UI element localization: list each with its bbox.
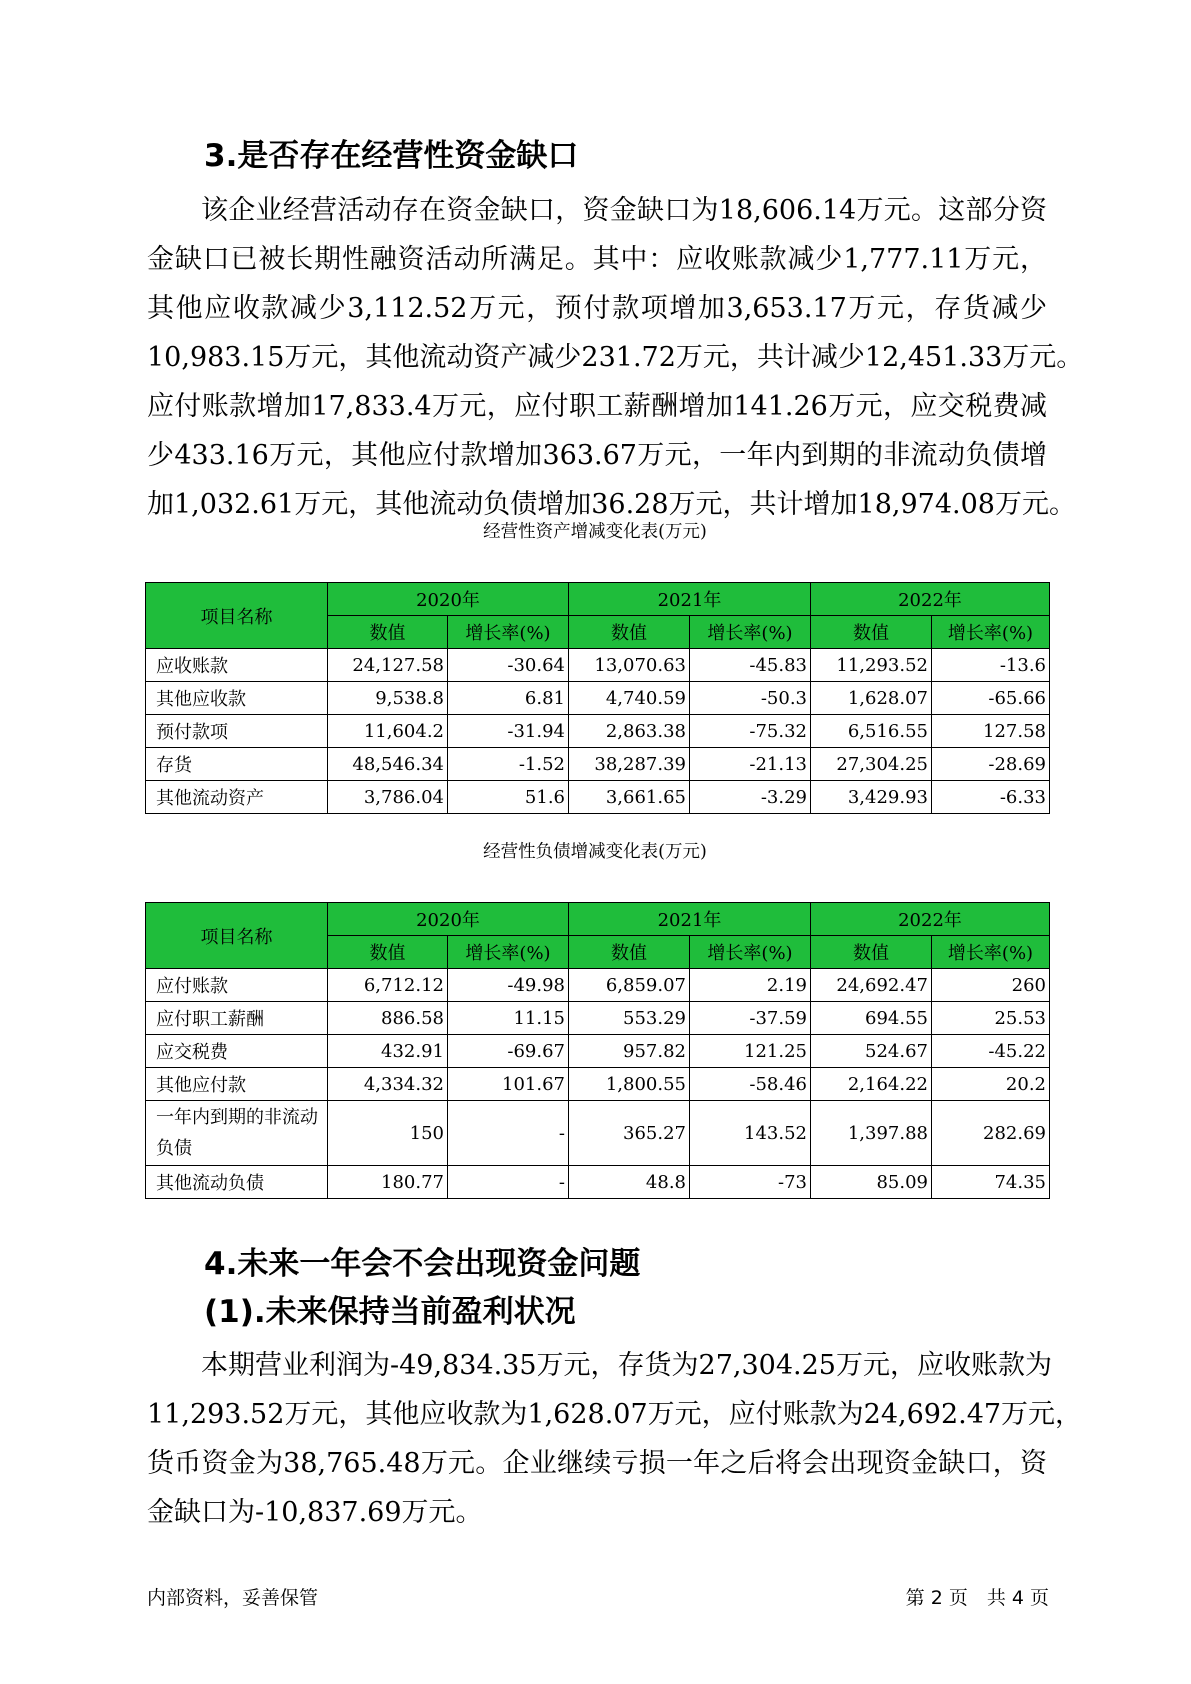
value-cell: 11,293.52 [811, 649, 932, 682]
section-4-subheading: (1).未来保持当前盈利状况 [204, 1294, 576, 1330]
row-label: 其他流动资产 [146, 781, 328, 814]
paragraph-line: 10,983.15万元，其他流动资产减少231.72万元，共计减少12,451.33万元。 [147, 342, 1084, 373]
growth-cell: 143.52 [690, 1101, 811, 1166]
value-cell: 4,334.32 [328, 1068, 448, 1101]
table-row [146, 781, 1050, 814]
liability-change-table [145, 902, 1050, 1199]
value-cell: 1,800.55 [569, 1068, 690, 1101]
growth-cell: -45.22 [932, 1035, 1050, 1068]
growth-cell: -28.69 [932, 748, 1050, 781]
name-header: 项目名称 [146, 583, 328, 649]
growth-header: 增长率(%) [932, 616, 1050, 649]
value-cell: 13,070.63 [569, 649, 690, 682]
value-cell: 27,304.25 [811, 748, 932, 781]
value-cell: 6,516.55 [811, 715, 932, 748]
table-row [146, 1166, 1050, 1199]
growth-cell: -3.29 [690, 781, 811, 814]
growth-cell: -58.46 [690, 1068, 811, 1101]
year-header: 2022年 [811, 903, 1050, 936]
section-4-paragraph [147, 1341, 1083, 1537]
paragraph-line: 其他应收款减少3,112.52万元，预付款项增加3,653.17万元，存货减少 [147, 293, 1047, 324]
growth-cell: -31.94 [448, 715, 569, 748]
asset-table-caption: 经营性资产增减变化表(万元) [483, 522, 707, 542]
value-cell: 3,661.65 [569, 781, 690, 814]
table-row [146, 649, 1050, 682]
section-3-heading: 3.是否存在经营性资金缺口 [204, 138, 579, 174]
value-cell: 957.82 [569, 1035, 690, 1068]
growth-header: 增长率(%) [690, 936, 811, 969]
row-label: 应交税费 [146, 1035, 328, 1068]
table-row [146, 1035, 1050, 1068]
name-header: 项目名称 [146, 903, 328, 969]
value-cell: 150 [328, 1101, 448, 1166]
growth-cell: -45.83 [690, 649, 811, 682]
growth-cell: 282.69 [932, 1101, 1050, 1166]
row-label: 其他应收款 [146, 682, 328, 715]
table-row [146, 715, 1050, 748]
growth-header: 增长率(%) [448, 936, 569, 969]
growth-cell: 20.2 [932, 1068, 1050, 1101]
table-row [146, 1101, 1050, 1166]
growth-cell: -6.33 [932, 781, 1050, 814]
section-3-paragraph [147, 186, 1084, 529]
growth-cell: 11.15 [448, 1002, 569, 1035]
asset-change-table [145, 582, 1050, 814]
row-label: 存货 [146, 748, 328, 781]
growth-header: 增长率(%) [690, 616, 811, 649]
paragraph-line: 加1,032.61万元，其他流动负债增加36.28万元，共计增加18,974.08万元。 [147, 489, 1076, 520]
row-label: 应付职工薪酬 [146, 1002, 328, 1035]
value-header: 数值 [569, 616, 690, 649]
growth-cell: -69.67 [448, 1035, 569, 1068]
value-cell: 432.91 [328, 1035, 448, 1068]
year-header: 2020年 [328, 583, 569, 616]
value-header: 数值 [328, 936, 448, 969]
value-cell: 1,397.88 [811, 1101, 932, 1166]
growth-cell: 2.19 [690, 969, 811, 1002]
value-cell: 1,628.07 [811, 682, 932, 715]
growth-cell: 101.67 [448, 1068, 569, 1101]
value-cell: 24,127.58 [328, 649, 448, 682]
value-cell: 48,546.34 [328, 748, 448, 781]
table-row [146, 1068, 1050, 1101]
row-label: 一年内到期的非流动负债 [146, 1101, 328, 1166]
growth-cell: -75.32 [690, 715, 811, 748]
value-cell: 553.29 [569, 1002, 690, 1035]
table-row [146, 748, 1050, 781]
paragraph-line: 金缺口为-10,837.69万元。 [147, 1497, 483, 1528]
value-cell: 2,164.22 [811, 1068, 932, 1101]
growth-cell: -13.6 [932, 649, 1050, 682]
growth-cell: -1.52 [448, 748, 569, 781]
row-label: 应付账款 [146, 969, 328, 1002]
row-label: 预付款项 [146, 715, 328, 748]
value-cell: 6,859.07 [569, 969, 690, 1002]
liability-table-caption: 经营性负债增减变化表(万元) [483, 842, 707, 862]
table-row [146, 1002, 1050, 1035]
year-header: 2021年 [569, 583, 811, 616]
growth-cell: - [448, 1101, 569, 1166]
value-cell: 24,692.47 [811, 969, 932, 1002]
year-header: 2020年 [328, 903, 569, 936]
value-cell: 85.09 [811, 1166, 932, 1199]
value-header: 数值 [328, 616, 448, 649]
table-row [146, 969, 1050, 1002]
row-label: 其他应付款 [146, 1068, 328, 1101]
growth-header: 增长率(%) [932, 936, 1050, 969]
value-cell: 6,712.12 [328, 969, 448, 1002]
growth-cell: 127.58 [932, 715, 1050, 748]
year-header: 2022年 [811, 583, 1050, 616]
paragraph-line: 应付账款增加17,833.4万元，应付职工薪酬增加141.26万元，应交税费减 [147, 391, 1047, 422]
year-header: 2021年 [569, 903, 811, 936]
growth-cell: 121.25 [690, 1035, 811, 1068]
value-cell: 11,604.2 [328, 715, 448, 748]
value-cell: 3,786.04 [328, 781, 448, 814]
value-header: 数值 [811, 616, 932, 649]
paragraph-line: 少433.16万元，其他应付款增加363.67万元，一年内到期的非流动负债增 [147, 440, 1047, 471]
value-cell: 9,538.8 [328, 682, 448, 715]
value-cell: 4,740.59 [569, 682, 690, 715]
growth-cell: -73 [690, 1166, 811, 1199]
value-cell: 180.77 [328, 1166, 448, 1199]
growth-header: 增长率(%) [448, 616, 569, 649]
value-header: 数值 [569, 936, 690, 969]
value-cell: 365.27 [569, 1101, 690, 1166]
value-header: 数值 [811, 936, 932, 969]
paragraph-line: 11,293.52万元，其他应收款为1,628.07万元，应付账款为24,692.47万元， [147, 1399, 1083, 1430]
value-cell: 2,863.38 [569, 715, 690, 748]
paragraph-line: 货币资金为38,765.48万元。企业继续亏损一年之后将会出现资金缺口，资 [147, 1448, 1047, 1479]
paragraph-line: 该企业经营活动存在资金缺口，资金缺口为18,606.14万元。这部分资 [201, 195, 1047, 226]
value-cell: 694.55 [811, 1002, 932, 1035]
footer-page-number: 第 2 页 共 4 页 [905, 1587, 1049, 1609]
row-label: 其他流动负债 [146, 1166, 328, 1199]
growth-cell: 51.6 [448, 781, 569, 814]
row-label: 应收账款 [146, 649, 328, 682]
growth-cell: 260 [932, 969, 1050, 1002]
value-cell: 38,287.39 [569, 748, 690, 781]
growth-cell: - [448, 1166, 569, 1199]
table-row [146, 682, 1050, 715]
footer-confidential-note: 内部资料，妥善保管 [147, 1587, 319, 1609]
growth-cell: 6.81 [448, 682, 569, 715]
growth-cell: -37.59 [690, 1002, 811, 1035]
section-4-heading: 4.未来一年会不会出现资金问题 [204, 1246, 641, 1282]
value-cell: 886.58 [328, 1002, 448, 1035]
value-cell: 48.8 [569, 1166, 690, 1199]
paragraph-line: 本期营业利润为-49,834.35万元，存货为27,304.25万元，应收账款为 [201, 1350, 1052, 1381]
paragraph-line: 金缺口已被长期性融资活动所满足。其中：应收账款减少1,777.11万元， [147, 244, 1047, 275]
growth-cell: -65.66 [932, 682, 1050, 715]
growth-cell: -50.3 [690, 682, 811, 715]
value-cell: 3,429.93 [811, 781, 932, 814]
growth-cell: 25.53 [932, 1002, 1050, 1035]
growth-cell: -30.64 [448, 649, 569, 682]
growth-cell: -21.13 [690, 748, 811, 781]
growth-cell: 74.35 [932, 1166, 1050, 1199]
growth-cell: -49.98 [448, 969, 569, 1002]
value-cell: 524.67 [811, 1035, 932, 1068]
